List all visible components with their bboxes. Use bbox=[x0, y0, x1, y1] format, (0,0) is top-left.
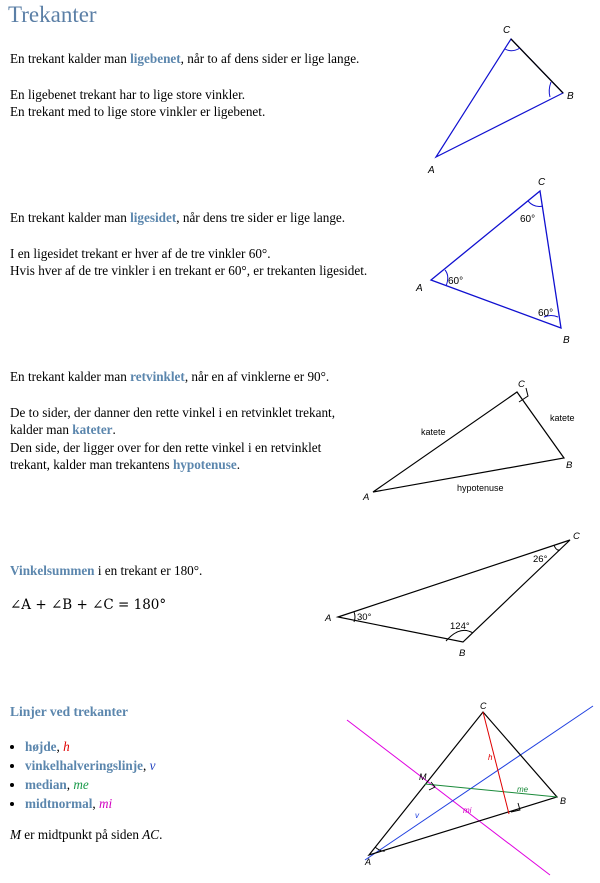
vertex-label-a: A bbox=[363, 492, 370, 503]
angle-label-a: 30° bbox=[357, 612, 372, 623]
text: En trekant kalder man bbox=[10, 369, 131, 384]
vertex-label-b: B bbox=[567, 91, 574, 102]
item-symbol: h bbox=[63, 739, 70, 754]
keyword-ligesidet: ligesidet bbox=[130, 210, 177, 225]
angle-label-c: 26° bbox=[533, 554, 548, 565]
triangle-abc bbox=[369, 712, 557, 855]
label-mi: mi bbox=[463, 806, 472, 815]
vertex-label-c: C bbox=[538, 177, 546, 188]
angle-sum-statement bbox=[10, 562, 202, 580]
right-triangle-definition bbox=[10, 368, 329, 386]
vertex-label-c: C bbox=[503, 25, 511, 36]
label-h: h bbox=[488, 753, 493, 762]
midpoint-note bbox=[10, 826, 162, 844]
keyword-ligebenet: ligebenet bbox=[130, 51, 181, 66]
text: i en trekant er 180°. bbox=[94, 563, 203, 578]
isosceles-triangle-figure bbox=[410, 18, 595, 183]
text: , når en af vinklerne er 90°. bbox=[184, 369, 330, 384]
triangle-lines-figure bbox=[345, 700, 595, 880]
text: . bbox=[236, 457, 241, 472]
angle-arc-b bbox=[549, 82, 551, 97]
right-triangle-fact-4 bbox=[10, 456, 240, 474]
item-name: median bbox=[25, 777, 67, 792]
right-triangle-fact-2 bbox=[10, 421, 116, 439]
label-katete-cb: katete bbox=[550, 413, 575, 423]
vertex-label-m: M bbox=[419, 772, 427, 782]
vertex-label-c: C bbox=[518, 379, 525, 390]
isosceles-fact-2: En trekant med to lige store vinkler er ligebenet. bbox=[10, 104, 266, 119]
vertex-label-a: A bbox=[428, 165, 435, 176]
text: En trekant kalder man bbox=[10, 51, 131, 66]
vertex-label-c: C bbox=[573, 531, 580, 542]
item-symbol: mi bbox=[99, 796, 113, 811]
item-name: midtnormal bbox=[25, 796, 93, 811]
text: , når to af dens sider er lige lange. bbox=[180, 51, 360, 66]
text: M bbox=[10, 827, 21, 842]
item-symbol: v bbox=[149, 758, 156, 773]
equilateral-fact-2: Hvis hver af de tre vinkler i en trekant er 60°, er trekanten ligesidet. bbox=[10, 263, 368, 278]
equilateral-fact-1: I en ligesidet trekant er hver af de tre vinkler 60°. bbox=[10, 246, 271, 261]
angle-label-c: 60° bbox=[520, 214, 536, 225]
equilateral-triangle-figure bbox=[410, 172, 595, 350]
item-symbol: me bbox=[73, 777, 89, 792]
angle-sum-formula: ∠A + ∠B + ∠C = 180° bbox=[10, 597, 167, 613]
angle-arc-c bbox=[554, 545, 560, 550]
isosceles-fact-1: En ligebenet trekant har to lige store vinkler. bbox=[10, 87, 246, 102]
lines-heading: Linjer ved trekanter bbox=[10, 704, 128, 719]
list-item-perpendicular-bisector: • midtnormal, mi bbox=[25, 794, 155, 813]
angle-arc-a bbox=[354, 612, 355, 622]
text: , når dens tre sider er lige lange. bbox=[176, 210, 346, 225]
item-name: vinkelhalveringslinje bbox=[25, 758, 143, 773]
text: . bbox=[159, 827, 163, 842]
vertex-label-a: A bbox=[416, 283, 423, 294]
text: kalder man bbox=[10, 422, 73, 437]
angle-sum-triangle-figure bbox=[320, 525, 590, 663]
vertex-label-a: A bbox=[365, 857, 372, 867]
angle-label-b: 60° bbox=[538, 308, 554, 319]
list-item-height: • højde, h bbox=[25, 737, 155, 756]
angle-label-b: 124° bbox=[450, 621, 470, 632]
right-triangle-fact-1: De to sider, der danner den rette vinkel i en retvinklet trekant, bbox=[10, 405, 336, 420]
text: AC bbox=[142, 827, 160, 842]
keyword-retvinklet: retvinklet bbox=[130, 369, 185, 384]
keyword-hypotenuse: hypotenuse bbox=[172, 457, 237, 472]
right-triangle-fact-3: Den side, der ligger over for den rette vinkel i en retvinklet bbox=[10, 440, 322, 455]
vertex-label-b: B bbox=[563, 335, 570, 346]
text: trekant, kalder man trekantens bbox=[10, 457, 173, 472]
list-item-bisector: • vinkelhalveringslinje, v bbox=[25, 756, 155, 775]
label-katete-ac: katete bbox=[421, 427, 446, 437]
text: er midtpunkt på siden bbox=[21, 827, 143, 842]
vertex-label-b: B bbox=[459, 648, 466, 659]
text: . bbox=[112, 422, 116, 437]
angle-label-a: 60° bbox=[448, 276, 464, 287]
right-triangle-figure bbox=[355, 372, 595, 507]
side-bc bbox=[511, 39, 563, 93]
vertex-label-a: A bbox=[325, 613, 332, 624]
vertex-label-c: C bbox=[480, 701, 487, 711]
label-hypotenuse: hypotenuse bbox=[457, 483, 504, 493]
item-name: højde bbox=[25, 739, 57, 754]
isosceles-definition bbox=[10, 50, 359, 68]
isosceles-triangle-blue bbox=[436, 39, 563, 157]
bisector-line bbox=[365, 706, 593, 860]
angle-arc-c bbox=[528, 201, 543, 206]
label-v: v bbox=[415, 811, 419, 820]
list-item-median: • median, me bbox=[25, 775, 155, 794]
vertex-label-b: B bbox=[560, 796, 567, 806]
lines-list bbox=[10, 737, 155, 813]
keyword-kateter: kateter bbox=[72, 422, 113, 437]
page-title: Trekanter bbox=[8, 2, 97, 27]
keyword-vinkelsummen: Vinkelsummen bbox=[10, 563, 95, 578]
right-triangle bbox=[373, 392, 564, 492]
label-me: me bbox=[517, 785, 529, 794]
text: En trekant kalder man bbox=[10, 210, 131, 225]
right-angle-mark bbox=[519, 388, 528, 402]
angle-arc-c bbox=[505, 48, 520, 51]
vertex-label-b: B bbox=[566, 460, 573, 471]
equilateral-definition bbox=[10, 209, 345, 227]
